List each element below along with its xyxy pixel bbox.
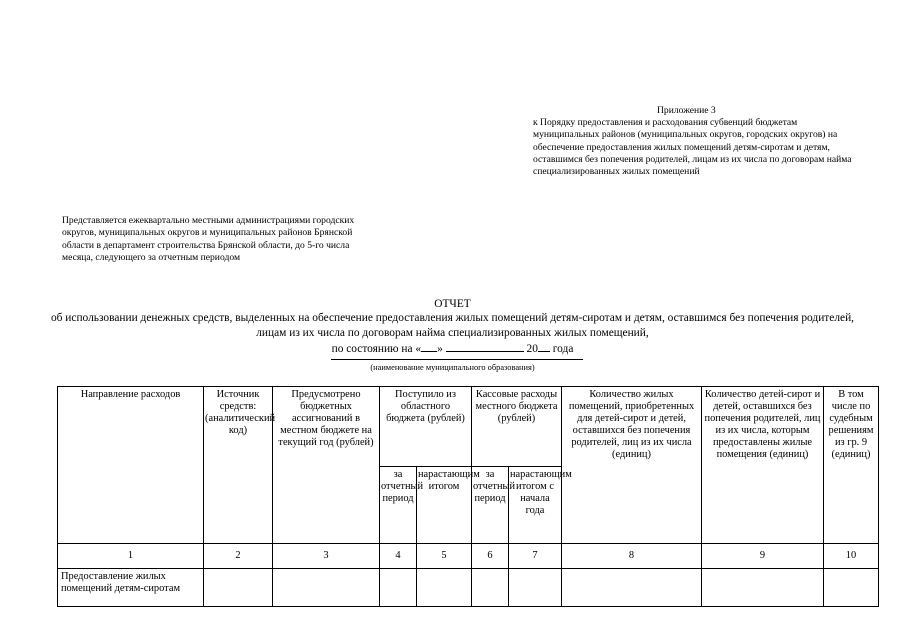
column-number: 7 <box>509 544 562 569</box>
year-blank <box>538 341 550 352</box>
data-cell[interactable] <box>472 569 509 607</box>
annex-text: к Порядку предоставления и расходования субвенций бюджетам муниципальных районов (муниципальных округов, городских округов) на обеспечение предоставления жилых помещений детям-сиротам и детям, оставшимся без попечения родителей, лицам из их числа по договорам найма специализированных жилых помещений <box>533 117 852 178</box>
header-source: Источник средств: (аналитический код) <box>204 387 273 544</box>
month-blank <box>446 341 524 352</box>
annex-title: Приложение 3 <box>657 105 716 116</box>
data-cell[interactable] <box>204 569 273 607</box>
header-received-period: за отчетный период <box>380 467 417 544</box>
column-number: 1 <box>58 544 204 569</box>
submission-note: Представляется ежеквартально местными администрациями городских округов, муниципальных округов и муниципальных районов Брянской области в департамент строительства Брянской области, до 5-го числа месяца, следующего за отчетным периодом <box>62 215 355 263</box>
org-name-line <box>331 359 583 360</box>
data-cell[interactable] <box>824 569 879 607</box>
header-planned: Предусмотрено бюджетных ассигнований в местном бюджете на текущий год (рублей) <box>273 387 380 544</box>
report-title: ОТЧЕТ <box>434 298 471 310</box>
data-cell[interactable] <box>562 569 702 607</box>
annex-block <box>533 105 853 178</box>
column-number: 6 <box>472 544 509 569</box>
report-description: об использовании денежных средств, выделенных на обеспечение предоставления жилых помещений детям-сиротам и детям, оставшимся без попечения родителей, лицам из их числа по договорам найма специализированных жилых помещений, <box>50 312 855 339</box>
column-number: 2 <box>204 544 273 569</box>
column-number: 10 <box>824 544 879 569</box>
data-cell[interactable] <box>702 569 824 607</box>
data-cell[interactable] <box>417 569 472 607</box>
column-number: 4 <box>380 544 417 569</box>
column-number-row <box>58 544 879 569</box>
table-row <box>58 569 879 607</box>
column-number: 9 <box>702 544 824 569</box>
data-cell[interactable] <box>509 569 562 607</box>
data-cell[interactable] <box>273 569 380 607</box>
data-cell[interactable] <box>380 569 417 607</box>
header-direction: Направление расходов <box>58 387 204 544</box>
date-suffix: года <box>552 343 574 355</box>
org-caption: (наименование муниципального образования) <box>370 363 535 372</box>
row-direction: Предоставление жилых помещений детям-сиротам <box>58 569 204 607</box>
column-number: 8 <box>562 544 702 569</box>
report-date-line <box>0 341 905 355</box>
date-mid: » <box>437 343 443 355</box>
report-table <box>57 386 879 607</box>
header-court-decisions: В том числе по судебным решениям из гр. 9 (единиц) <box>824 387 879 544</box>
header-housing-count: Количество жилых помещений, приобретенных для детей-сирот и детей, оставшихся без попечения родителей, лиц из их числа (единиц) <box>562 387 702 544</box>
column-number: 5 <box>417 544 472 569</box>
header-children-count: Количество детей-сирот и детей, оставшихся без попечения родителей, лиц из их числа, которым предоставлены жилые помещения (единиц) <box>702 387 824 544</box>
header-received-cumulative: нарастающим итогом <box>417 467 472 544</box>
header-cash-period: за отчетный период <box>472 467 509 544</box>
day-blank <box>421 341 437 352</box>
column-number: 3 <box>273 544 380 569</box>
header-received: Поступило из областного бюджета (рублей) <box>380 387 472 467</box>
header-cash: Кассовые расходы местного бюджета (рублей) <box>472 387 562 467</box>
date-year: 20 <box>526 343 538 355</box>
header-cash-cumulative: нарастающим итогом с начала года <box>509 467 562 544</box>
date-prefix: по состоянию на « <box>331 343 422 355</box>
